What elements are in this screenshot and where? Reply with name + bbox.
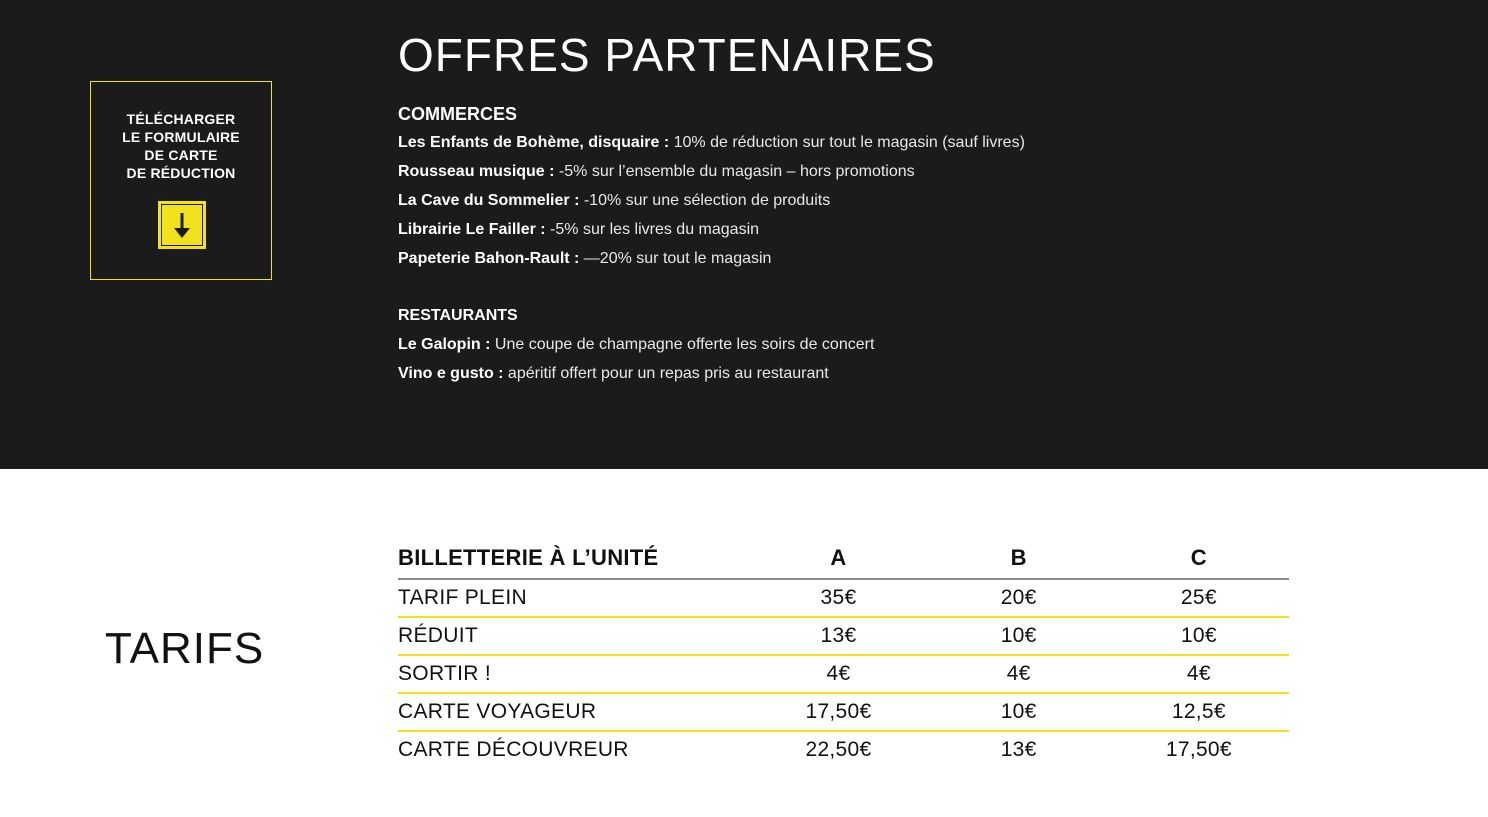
table-row — [398, 731, 1289, 768]
offers-title: OFFRES PARTENAIRES — [398, 29, 936, 81]
offer-item — [398, 128, 1025, 157]
row-label: CARTE VOYAGEUR — [398, 693, 748, 731]
download-form-label — [91, 110, 271, 182]
price-cell: 10€ — [929, 693, 1109, 731]
offer-description: Une coupe de champagne offerte les soirs de concert — [490, 336, 875, 353]
table-row — [398, 579, 1289, 617]
download-line-1: TÉLÉCHARGER — [126, 111, 236, 127]
download-form-button[interactable] — [90, 81, 272, 280]
offer-item — [398, 359, 1025, 388]
price-cell: 22,50€ — [805, 738, 872, 761]
price-cell: 17,50€ — [748, 693, 928, 731]
price-cell: 10€ — [929, 617, 1109, 655]
price-cell: 10€ — [1109, 617, 1289, 655]
price-cell: 20€ — [929, 579, 1109, 617]
offer-partner-name: La Cave du Sommelier : — [398, 192, 580, 209]
price-cell: 13€ — [748, 617, 928, 655]
price-cell: 35€ — [748, 579, 928, 617]
price-cell: 4€ — [1109, 655, 1289, 693]
price-cell: 4€ — [929, 655, 1109, 693]
offer-description: -10% sur une sélection de produits — [579, 192, 831, 209]
offer-partner-name: Les Enfants de Bohème, disquaire : — [398, 134, 670, 151]
row-label: CARTE DÉCOUVREUR — [398, 738, 629, 761]
row-label: RÉDUIT — [398, 617, 748, 655]
header-category-a: A — [748, 538, 928, 579]
offer-partner-name: Librairie Le Failler : — [398, 221, 546, 238]
header-billetterie: BILLETTERIE À L’UNITÉ — [398, 538, 748, 579]
offer-partner-name: Vino e gusto : — [398, 365, 504, 382]
price-cell: 25€ — [1109, 579, 1289, 617]
offer-partner-name: Papeterie Bahon-Rault : — [398, 250, 580, 267]
download-line-2: LE FORMULAIRE — [122, 129, 240, 145]
offer-description: -5% sur l’ensemble du magasin – hors promotions — [554, 163, 915, 180]
download-arrow-icon — [158, 201, 206, 249]
download-line-4: DE RÉDUCTION — [126, 165, 236, 181]
restaurants-heading: RESTAURANTS — [398, 307, 518, 324]
offer-item — [398, 215, 1025, 244]
tarifs-title: TARIFS — [105, 624, 265, 673]
offer-item — [398, 186, 1025, 215]
header-category-b: B — [929, 538, 1109, 579]
offer-item — [398, 244, 1025, 273]
offer-description: —20% sur tout le magasin — [579, 250, 772, 267]
price-cell: 12,5€ — [1109, 693, 1289, 731]
table-header-row — [398, 538, 1289, 579]
pricing-table — [398, 538, 1289, 768]
offer-item — [398, 157, 1025, 186]
price-cell: 13€ — [1000, 738, 1037, 761]
section-spacer — [398, 273, 1025, 302]
row-label: TARIF PLEIN — [398, 579, 748, 617]
download-line-3: DE CARTE — [144, 147, 218, 163]
price-cell: 4€ — [748, 655, 928, 693]
offer-description: 10% de réduction sur tout le magasin (sauf livres) — [669, 134, 1025, 151]
offer-description: -5% sur les livres du magasin — [545, 221, 760, 238]
table-row — [398, 617, 1289, 655]
table-row — [398, 655, 1289, 693]
offer-item — [398, 330, 1025, 359]
offer-partner-name: Rousseau musique : — [398, 163, 555, 180]
offer-description: apéritif offert pour un repas pris au restaurant — [503, 365, 829, 382]
offer-partner-name: Le Galopin : — [398, 336, 491, 353]
table-row — [398, 693, 1289, 731]
offers-list — [398, 100, 1025, 388]
header-category-c: C — [1109, 538, 1289, 579]
price-cell: 17,50€ — [1165, 738, 1232, 761]
commerces-heading: COMMERCES — [398, 104, 518, 124]
row-label: SORTIR ! — [398, 655, 748, 693]
